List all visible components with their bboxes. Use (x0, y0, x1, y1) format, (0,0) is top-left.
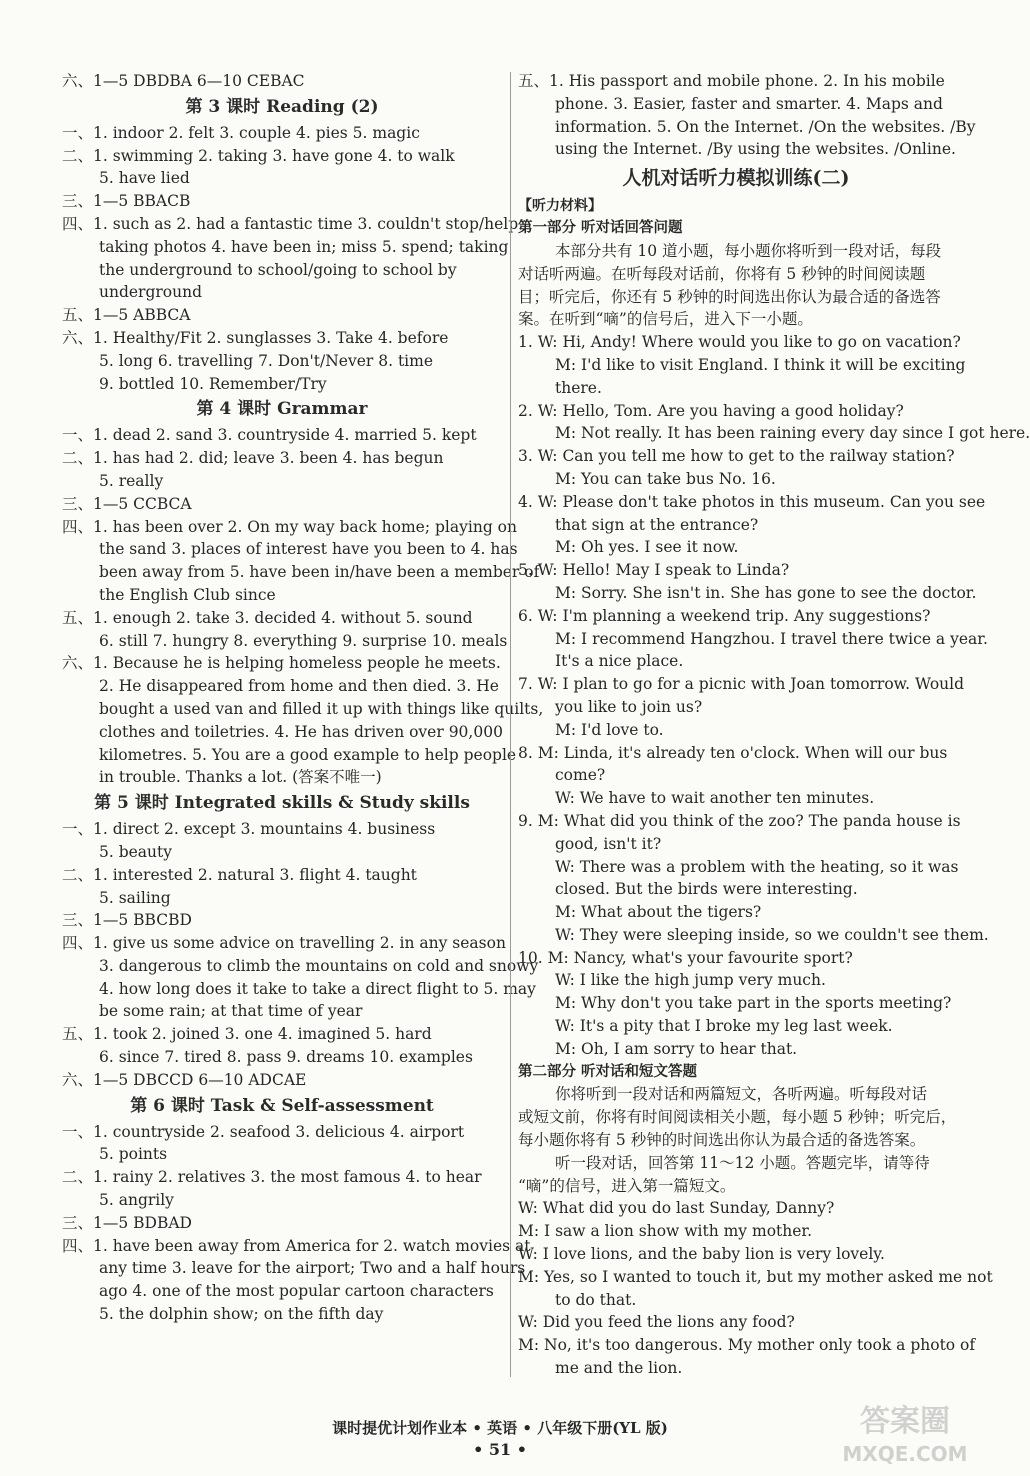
text-line: taking photos 4. have been in; miss 5. spend; taking (99, 237, 509, 256)
section-heading: 第 4 课时 Grammar (196, 399, 368, 420)
text-line: 四、1. such as 2. had a fantastic time 3. couldn't stop/help (62, 214, 519, 233)
text-line: been away from 5. have been in/have been a member of (99, 563, 540, 582)
text-line: that sign at the entrance? (555, 515, 759, 534)
text-line: W: What did you do last Sunday, Danny? (518, 1199, 835, 1218)
text-line: “嘀”的信号，进入第一篇短文。 (518, 1176, 736, 1195)
text-line: 三、1—5 BBACB (62, 192, 191, 211)
text-line: come? (555, 766, 606, 785)
text-line: 每小题你将有 5 秒钟的时间选出你认为最合适的备选答案。 (518, 1131, 926, 1150)
text-line: 对话听两遍。在听每段对话前，你将有 5 秒钟的时间阅读题 (518, 264, 926, 283)
text-line: clothes and toiletries. 4. He has driven over 90,000 (99, 722, 503, 741)
text-line: 三、1—5 CCBCA (62, 494, 192, 513)
text-line: 5. long 6. travelling 7. Don't/Never 8. time (99, 351, 434, 370)
section-heading: 第 3 课时 Reading (2) (185, 96, 379, 117)
text-line: underground (99, 283, 203, 302)
text-line: 9. M: What did you think of the zoo? The panda house is (518, 811, 961, 830)
text-line: closed. But the birds were interesting. (555, 880, 858, 899)
text-line: M: I saw a lion show with my mother. (518, 1222, 813, 1241)
text-line: 本部分共有 10 道小题，每小题你将听到一段对话，每段 (555, 241, 942, 260)
text-line: M: Why don't you take part in the sports meeting? (555, 994, 952, 1013)
text-line: 5. really (99, 471, 164, 490)
text-line: 五、1. took 2. joined 3. one 4. imagined 5. hard (62, 1025, 432, 1044)
text-line: 5. angrily (99, 1191, 174, 1210)
watermark-logo (830, 1395, 980, 1470)
text-line: the English Club since (99, 585, 276, 604)
text-line: 5. the dolphin show; on the fifth day (99, 1305, 384, 1324)
text-line: 二、1. has had 2. did; leave 3. been 4. has begun (62, 449, 444, 468)
text-line: 二、1. rainy 2. relatives 3. the most famous 4. to hear (62, 1168, 482, 1187)
text-line: 五、1. His passport and mobile phone. 2. In his mobile (518, 72, 945, 90)
page-number: • 51 • (473, 1440, 527, 1459)
text-line: ago 4. one of the most popular cartoon characters (99, 1282, 494, 1301)
text-line: M: Sorry. She isn't in. She has gone to see the doctor. (555, 583, 977, 602)
text-line: information. 5. On the Internet. /On the websites. /By (555, 117, 976, 136)
text-line: 5. W: Hello! May I speak to Linda? (518, 561, 790, 580)
text-line: any time 3. leave for the airport; Two and a half hours (99, 1259, 526, 1278)
text-line: 3. dangerous to climb the mountains on cold and snowy (99, 956, 539, 975)
text-line: M: No, it's too dangerous. My mother only took a photo of (518, 1336, 976, 1355)
text-line: M: I'd love to. (555, 720, 664, 739)
text-line: M: Not really. It has been raining every day since I got here. (555, 424, 1030, 443)
text-line: 案。在听到“嘀”的信号后，进入下一小题。 (518, 310, 813, 329)
text-line: M: What about the tigers? (555, 903, 762, 922)
text-line: in trouble. Thanks a lot. (答案不唯一) (99, 768, 382, 787)
footer-title: 课时提优计划作业本 • 英语 • 八年级下册(YL 版) (332, 1419, 668, 1437)
text-line: bought a used van and filled it up with things like quilts, (99, 699, 544, 718)
text-line: 三、1—5 BBCBD (62, 911, 192, 930)
text-line: M: I'd like to visit England. I think it will be exciting (555, 355, 966, 374)
text-line: 六、1—5 DBDBA 6—10 CEBAC (62, 72, 305, 90)
text-line: M: Oh, I am sorry to hear that. (555, 1039, 798, 1058)
text-line: 9. bottled 10. Remember/Try (99, 374, 327, 393)
text-line: W: We have to wait another ten minutes. (555, 789, 875, 808)
text-line: 六、1. Because he is helping homeless people he meets. (62, 654, 501, 673)
text-line: 四、1. have been away from America for 2. watch movies at (62, 1236, 531, 1255)
text-line: the sand 3. places of interest have you been to 4. has (99, 540, 518, 559)
text-line: 第二部分 听对话和短文答题 (518, 1062, 698, 1080)
right-column (518, 70, 1030, 1380)
text-line: 六、1—5 DBCCD 6—10 ADCAE (62, 1070, 307, 1089)
text-line: 8. M: Linda, it's already ten o'clock. When will our bus (518, 743, 948, 762)
text-line: M: You can take bus No. 16. (555, 469, 776, 488)
text-line: 你将听到一段对话和两篇短文，各听两遍。听每段对话 (555, 1085, 928, 1104)
text-line: 二、1. swimming 2. taking 3. have gone 4. to walk (62, 146, 455, 165)
text-line: 一、1. countryside 2. seafood 3. delicious 4. airport (62, 1122, 465, 1141)
text-line: 四、1. give us some advice on travelling 2. in any season (62, 934, 506, 953)
text-line: 5. sailing (99, 888, 171, 907)
text-line: 或短文前，你将有时间阅读相关小题，每小题 5 秒钟；听完后， (518, 1108, 957, 1127)
section-heading: 第 6 课时 Task & Self-assessment (130, 1095, 434, 1116)
text-line: 3. W: Can you tell me how to get to the railway station? (518, 447, 955, 466)
text-line: 10. M: Nancy, what's your favourite sport? (518, 948, 853, 967)
column-divider (510, 72, 511, 1377)
section-heading: 第 5 课时 Integrated skills & Study skills (94, 793, 470, 814)
text-line: 【听力材料】 (518, 198, 602, 215)
text-line: 4. W: Please don't take photos in this museum. Can you see (518, 492, 986, 511)
text-line: 1. W: Hi, Andy! Where would you like to go on vacation? (518, 333, 961, 352)
text-line: using the Internet. /By using the websites. /Online. (555, 140, 956, 159)
text-line: 5. have lied (99, 169, 190, 188)
text-line: 5. beauty (99, 842, 173, 861)
text-line: 三、1—5 BDBAD (62, 1213, 192, 1232)
text-line: 目；听完后，你还有 5 秒钟的时间选出你认为最合适的备选答 (518, 287, 941, 306)
text-line: the underground to school/going to school by (99, 260, 457, 279)
text-line: 五、1. enough 2. take 3. decided 4. without 5. sound (62, 608, 473, 627)
left-column (62, 70, 544, 1326)
text-line: 听一段对话，回答第 11～12 小题。答题完毕，请等待 (555, 1153, 930, 1172)
text-line: It's a nice place. (555, 652, 684, 671)
text-line: good, isn't it? (555, 834, 662, 853)
text-line: you like to join us? (555, 697, 703, 716)
text-line: M: Yes, so I wanted to touch it, but my mother asked me not (518, 1267, 993, 1286)
text-line: 5. points (99, 1145, 168, 1164)
text-line: me and the lion. (555, 1359, 683, 1378)
text-line: to do that. (555, 1290, 637, 1309)
text-line: 五、1—5 ABBCA (62, 306, 191, 325)
text-line: 二、1. interested 2. natural 3. flight 4. taught (62, 865, 417, 884)
text-line: 2. W: Hello, Tom. Are you having a good holiday? (518, 401, 904, 420)
watermark-text: 答案圈 (860, 1404, 950, 1439)
section-heading: 人机对话听力模拟训练(二) (622, 167, 850, 190)
text-line: M: Oh yes. I see it now. (555, 538, 739, 557)
text-line: 6. since 7. tired 8. pass 9. dreams 10. examples (99, 1048, 473, 1067)
text-line: W: They were sleeping inside, so we couldn't see them. (555, 925, 989, 944)
text-line: 一、1. direct 2. except 3. mountains 4. business (62, 820, 436, 839)
text-line: W: I love lions, and the baby lion is very lovely. (518, 1245, 885, 1264)
text-line: 四、1. has been over 2. On my way back home; playing on (62, 517, 517, 536)
text-line: W: Did you feed the lions any food? (518, 1313, 795, 1332)
text-line: W: It's a pity that I broke my leg last week. (555, 1017, 893, 1036)
text-line: W: There was a problem with the heating, so it was (555, 857, 959, 876)
text-line: kilometres. 5. You are a good example to help people (99, 745, 517, 764)
text-line: M: I recommend Hangzhou. I travel there twice a year. (555, 629, 988, 648)
text-line: 一、1. indoor 2. felt 3. couple 4. pies 5. magic (62, 123, 420, 142)
text-line: phone. 3. Easier, faster and smarter. 4. Maps and (555, 94, 943, 113)
text-line: 一、1. dead 2. sand 3. countryside 4. married 5. kept (62, 426, 477, 445)
text-line: W: I like the high jump very much. (555, 971, 826, 990)
text-line: 2. He disappeared from home and then died. 3. He (99, 677, 499, 696)
text-line: 第一部分 听对话回答问题 (518, 219, 683, 237)
text-line: there. (555, 378, 602, 397)
text-line: 4. how long does it take to take a direct flight to 5. may (99, 979, 536, 998)
text-line: 6. W: I'm planning a weekend trip. Any suggestions? (518, 606, 931, 625)
text-line: 6. still 7. hungry 8. everything 9. surprise 10. meals (99, 631, 508, 650)
text-line: be some rain; at that time of year (99, 1002, 363, 1021)
watermark-url: MXQE.COM (842, 1442, 968, 1466)
text-line: 六、1. Healthy/Fit 2. sunglasses 3. Take 4. before (62, 328, 449, 347)
text-line: 7. W: I plan to go for a picnic with Joan tomorrow. Would (518, 675, 965, 694)
